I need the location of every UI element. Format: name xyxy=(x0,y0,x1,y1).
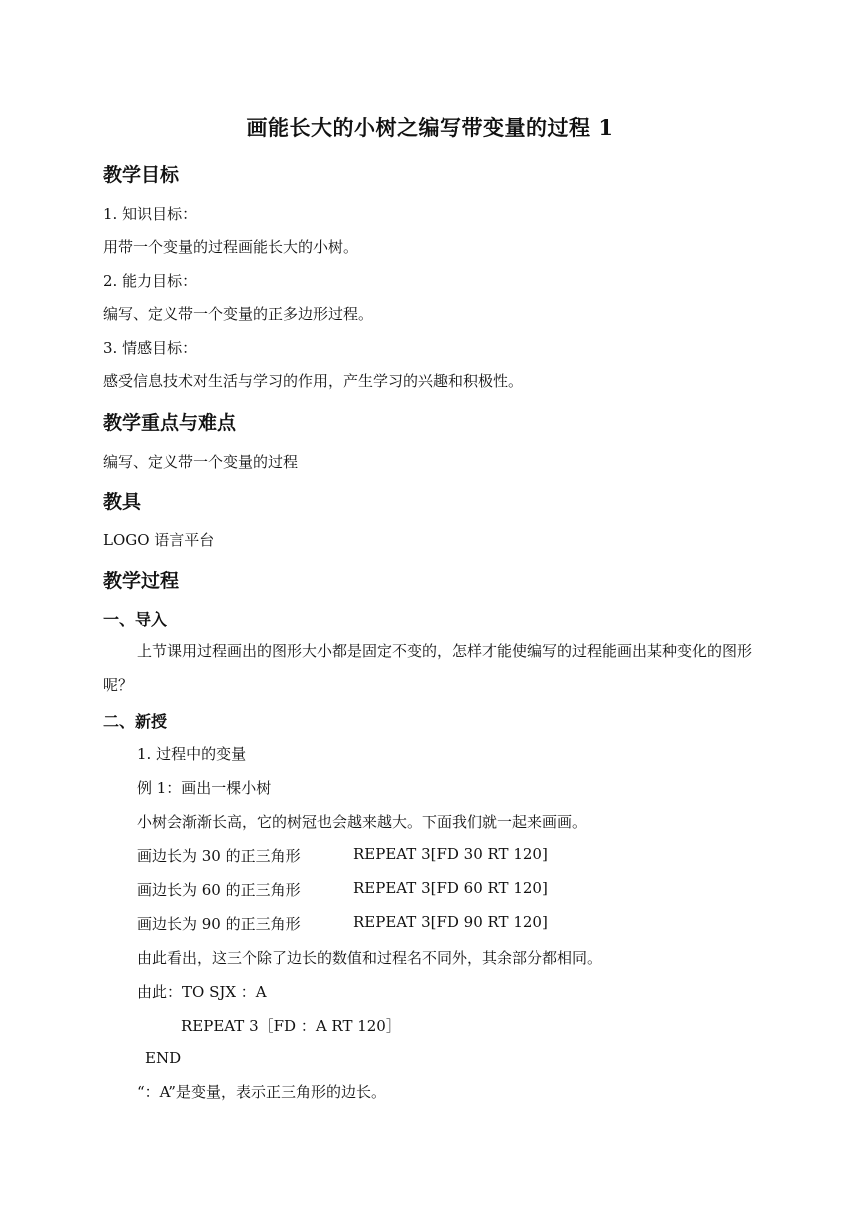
goal-knowledge-text: 用带一个变量的过程画能长大的小树。 xyxy=(103,238,359,256)
row-code: REPEAT 3[FD 90 RT 120] xyxy=(353,913,548,931)
example-description: 小树会渐渐长高，它的树冠也会越来越大。下面我们就一起来画画。 xyxy=(137,813,588,831)
heading-teaching-goals: 教学目标 xyxy=(103,164,180,186)
code-to-line: 由此：TO SJX ：A xyxy=(137,983,267,1001)
row-code: REPEAT 3[FD 60 RT 120] xyxy=(353,879,548,897)
row-label: 画边长为 60 的正三角形 xyxy=(137,881,301,899)
document-title: 画能长大的小树之编写带变量的过程 1 xyxy=(246,115,614,140)
goal-ability-label: 2. 能力目标： xyxy=(103,272,198,290)
heading-new-teaching: 二、新授 xyxy=(103,712,168,731)
goal-ability-text: 编写、定义带一个变量的正多边形过程。 xyxy=(103,305,374,323)
goal-emotion-text: 感受信息技术对生活与学习的作用，产生学习的兴趣和积极性。 xyxy=(103,372,524,390)
example-1: 例 1：画出一棵小树 xyxy=(137,779,272,797)
intro-paragraph: 上节课用过程画出的图形大小都是固定不变的，怎样才能使编写的过程能画出某种变化的图形呢？ xyxy=(103,642,753,694)
goal-emotion-label: 3. 情感目标： xyxy=(103,339,198,357)
goal-knowledge-label: 1. 知识目标： xyxy=(103,205,198,223)
heading-teaching-process: 教学过程 xyxy=(103,570,180,592)
observation-text: 由此看出，这三个除了边长的数值和过程名不同外，其余部分都相同。 xyxy=(137,949,603,967)
key-points-text: 编写、定义带一个变量的过程 xyxy=(103,453,299,471)
subheading-variables: 1. 过程中的变量 xyxy=(137,745,247,763)
row-label: 画边长为 30 的正三角形 xyxy=(137,847,301,865)
code-end-line: END xyxy=(145,1049,182,1067)
heading-tools: 教具 xyxy=(103,491,142,513)
code-repeat-line: REPEAT 3［FD ：A RT 120］ xyxy=(181,1017,401,1035)
row-code: REPEAT 3[FD 30 RT 120] xyxy=(353,845,548,863)
heading-intro: 一、导入 xyxy=(103,610,168,629)
variable-note: “：A”是变量，表示正三角形的边长。 xyxy=(137,1083,386,1101)
tools-text: LOGO 语言平台 xyxy=(103,531,215,549)
heading-key-points: 教学重点与难点 xyxy=(103,412,237,434)
row-label: 画边长为 90 的正三角形 xyxy=(137,915,301,933)
